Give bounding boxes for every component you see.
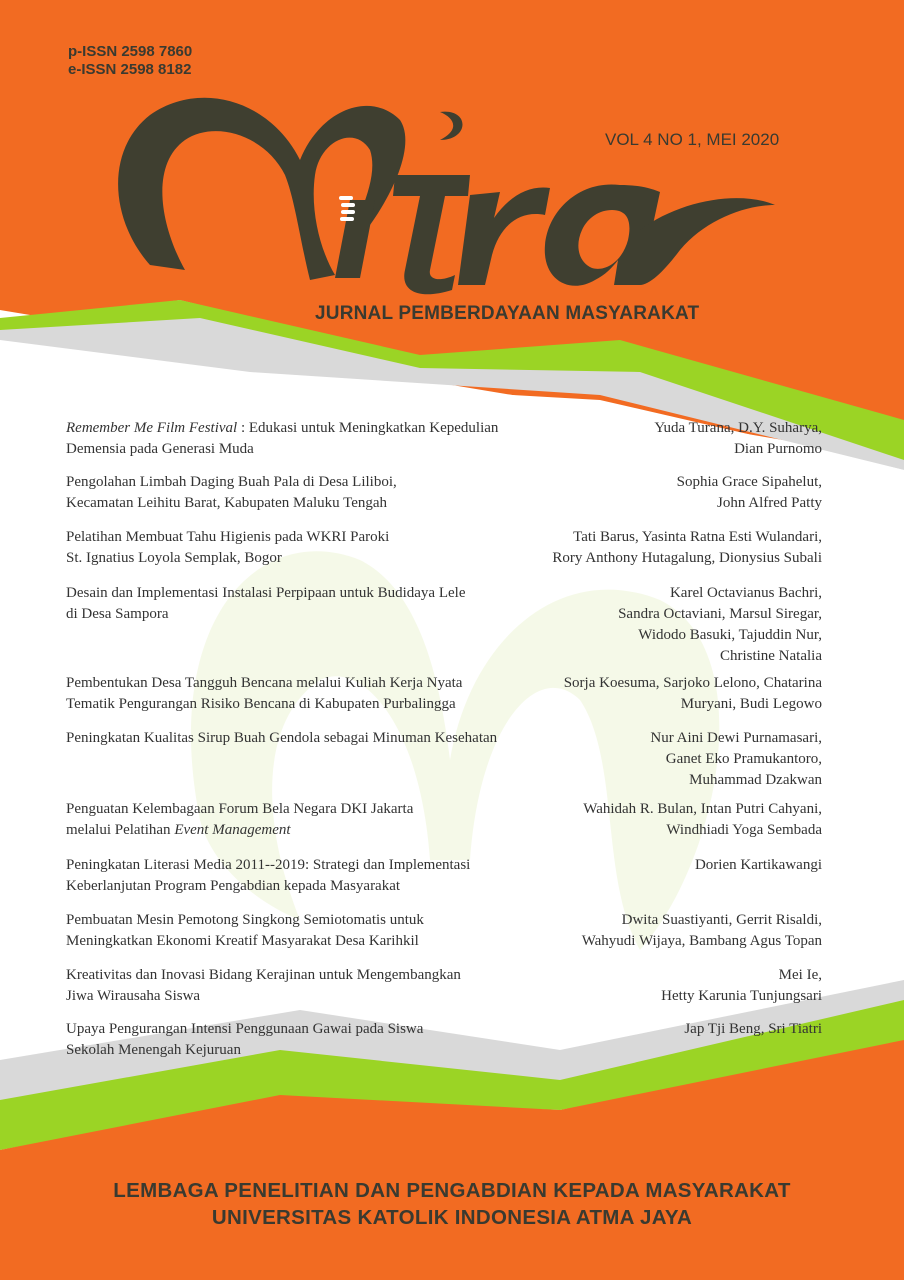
author-line: Nur Aini Dewi Purnamasari, bbox=[650, 730, 822, 746]
author-line: Dwita Suastiyanti, Gerrit Risaldi, bbox=[621, 912, 822, 928]
author-line: Widodo Basuki, Tajuddin Nur, bbox=[638, 627, 822, 643]
title-line: melalui Pelatihan bbox=[66, 822, 175, 838]
title-line: Tematik Pengurangan Risiko Bencana di Kabupaten Purbalingga bbox=[66, 696, 456, 712]
author-line: Yuda Turana, D.Y. Suharya, bbox=[654, 420, 822, 436]
logo-detail bbox=[340, 217, 354, 221]
title-line: Desain dan Implementasi Instalasi Perpipaan untuk Budidaya Lele bbox=[66, 585, 466, 601]
article-title bbox=[66, 673, 546, 715]
volume-info: VOL 4 NO 1, MEI 2020 bbox=[605, 130, 780, 149]
author-line: Wahidah R. Bulan, Intan Putri Cahyani, bbox=[583, 801, 822, 817]
title-line: Peningkatan Kualitas Sirup Buah Gendola sebagai Minuman Kesehatan bbox=[66, 730, 498, 746]
author-line: Sorja Koesuma, Sarjoko Lelono, Chatarina bbox=[563, 675, 822, 691]
author-line: Karel Octavianus Bachri, bbox=[669, 585, 822, 601]
title-line: Demensia pada Generasi Muda bbox=[66, 441, 254, 457]
author-line: Dorien Kartikawangi bbox=[694, 857, 822, 873]
author-line: Rory Anthony Hutagalung, Dionysius Subali bbox=[552, 550, 822, 566]
author-line: Tati Barus, Yasinta Ratna Esti Wulandari, bbox=[573, 529, 822, 545]
title-line: Peningkatan Literasi Media 2011--2019: Strategi dan Implementasi bbox=[66, 857, 471, 873]
journal-subtitle: JURNAL PEMBERDAYAAN MASYARAKAT bbox=[315, 303, 700, 324]
title-line: di Desa Sampora bbox=[66, 606, 169, 622]
logo-a-swash bbox=[640, 198, 775, 285]
author-line: Ganet Eko Pramukantoro, bbox=[665, 751, 822, 767]
title-line: Upaya Pengurangan Intensi Penggunaan Gawai pada Siswa bbox=[66, 1021, 424, 1037]
author-line: Mei Ie, bbox=[778, 967, 822, 983]
author-line: Dian Purnomo bbox=[734, 441, 822, 457]
logo-detail bbox=[339, 196, 353, 200]
article-title bbox=[66, 910, 546, 952]
title-line: St. Ignatius Loyola Semplak, Bogor bbox=[66, 550, 282, 566]
title-italic: Event Management bbox=[174, 822, 291, 838]
title-line: Meningkatkan Ekonomi Kreatif Masyarakat Desa Karihkil bbox=[66, 933, 419, 949]
logo-i bbox=[335, 200, 375, 278]
article-title bbox=[66, 583, 546, 625]
publisher-line-2: UNIVERSITAS KATOLIK INDONESIA ATMA JAYA bbox=[211, 1206, 693, 1229]
article-title bbox=[66, 1019, 546, 1061]
author-line: Jap Tji Beng, Sri Tiatri bbox=[684, 1021, 822, 1037]
article-authors bbox=[492, 728, 822, 791]
issn-print: p-ISSN 2598 7860 bbox=[68, 43, 193, 60]
author-line: Sandra Octaviani, Marsul Siregar, bbox=[618, 606, 822, 622]
article-title bbox=[66, 472, 546, 514]
title-line: Keberlanjutan Program Pengabdian kepada Masyarakat bbox=[66, 878, 401, 894]
article-title bbox=[66, 965, 546, 1007]
title-line: Penguatan Kelembagaan Forum Bela Negara DKI Jakarta bbox=[66, 801, 414, 817]
title-line: Kreativitas dan Inovasi Bidang Kerajinan untuk Mengembangkan bbox=[66, 967, 461, 983]
author-line: Hetty Karunia Tunjungsari bbox=[661, 988, 822, 1004]
article-title bbox=[66, 799, 546, 841]
article-authors bbox=[492, 527, 822, 569]
author-line: Christine Natalia bbox=[719, 648, 822, 664]
title-italic: Remember Me Film Festival bbox=[66, 420, 238, 436]
title-line: Pelatihan Membuat Tahu Higienis pada WKRI Paroki bbox=[66, 529, 390, 545]
author-line: John Alfred Patty bbox=[717, 495, 822, 511]
article-authors bbox=[492, 799, 822, 841]
author-line: Muryani, Budi Legowo bbox=[680, 696, 822, 712]
logo-t bbox=[393, 175, 470, 294]
title-line: Kecamatan Leihitu Barat, Kabupaten Maluku Tengah bbox=[66, 495, 388, 511]
article-authors bbox=[492, 418, 822, 460]
logo-i-dot bbox=[440, 112, 463, 140]
article-authors bbox=[492, 855, 822, 876]
issn-online: e-ISSN 2598 8182 bbox=[68, 61, 192, 78]
publisher-line-1: LEMBAGA PENELITIAN DAN PENGABDIAN KEPADA MASYARAKAT bbox=[113, 1179, 791, 1202]
title-line: Jiwa Wirausaha Siswa bbox=[66, 988, 201, 1004]
article-title bbox=[66, 728, 546, 749]
logo-detail bbox=[341, 203, 355, 207]
article-authors bbox=[492, 1019, 822, 1040]
title-line: Sekolah Menengah Kejuruan bbox=[66, 1042, 241, 1058]
article-title bbox=[66, 855, 546, 897]
logo-detail bbox=[341, 210, 355, 214]
article-authors bbox=[492, 583, 822, 667]
title-line: Pengolahan Limbah Daging Buah Pala di Desa Liliboi, bbox=[66, 474, 397, 490]
author-line: Sophia Grace Sipahelut, bbox=[676, 474, 822, 490]
article-authors bbox=[492, 910, 822, 952]
article-authors bbox=[492, 965, 822, 1007]
author-line: Wahyudi Wijaya, Bambang Agus Topan bbox=[581, 933, 822, 949]
article-title bbox=[66, 527, 546, 569]
article-authors bbox=[492, 673, 822, 715]
title-line: Pembuatan Mesin Pemotong Singkong Semiotomatis untuk bbox=[66, 912, 424, 928]
logo-r bbox=[458, 187, 550, 285]
article-authors bbox=[492, 472, 822, 514]
title-line: Pembentukan Desa Tangguh Bencana melalui Kuliah Kerja Nyata bbox=[66, 675, 463, 691]
author-line: Windhiadi Yoga Sembada bbox=[666, 822, 822, 838]
article-title bbox=[66, 418, 546, 460]
title-line: : Edukasi untuk Meningkatkan Kepedulian bbox=[237, 420, 499, 436]
author-line: Muhammad Dzakwan bbox=[689, 772, 822, 788]
